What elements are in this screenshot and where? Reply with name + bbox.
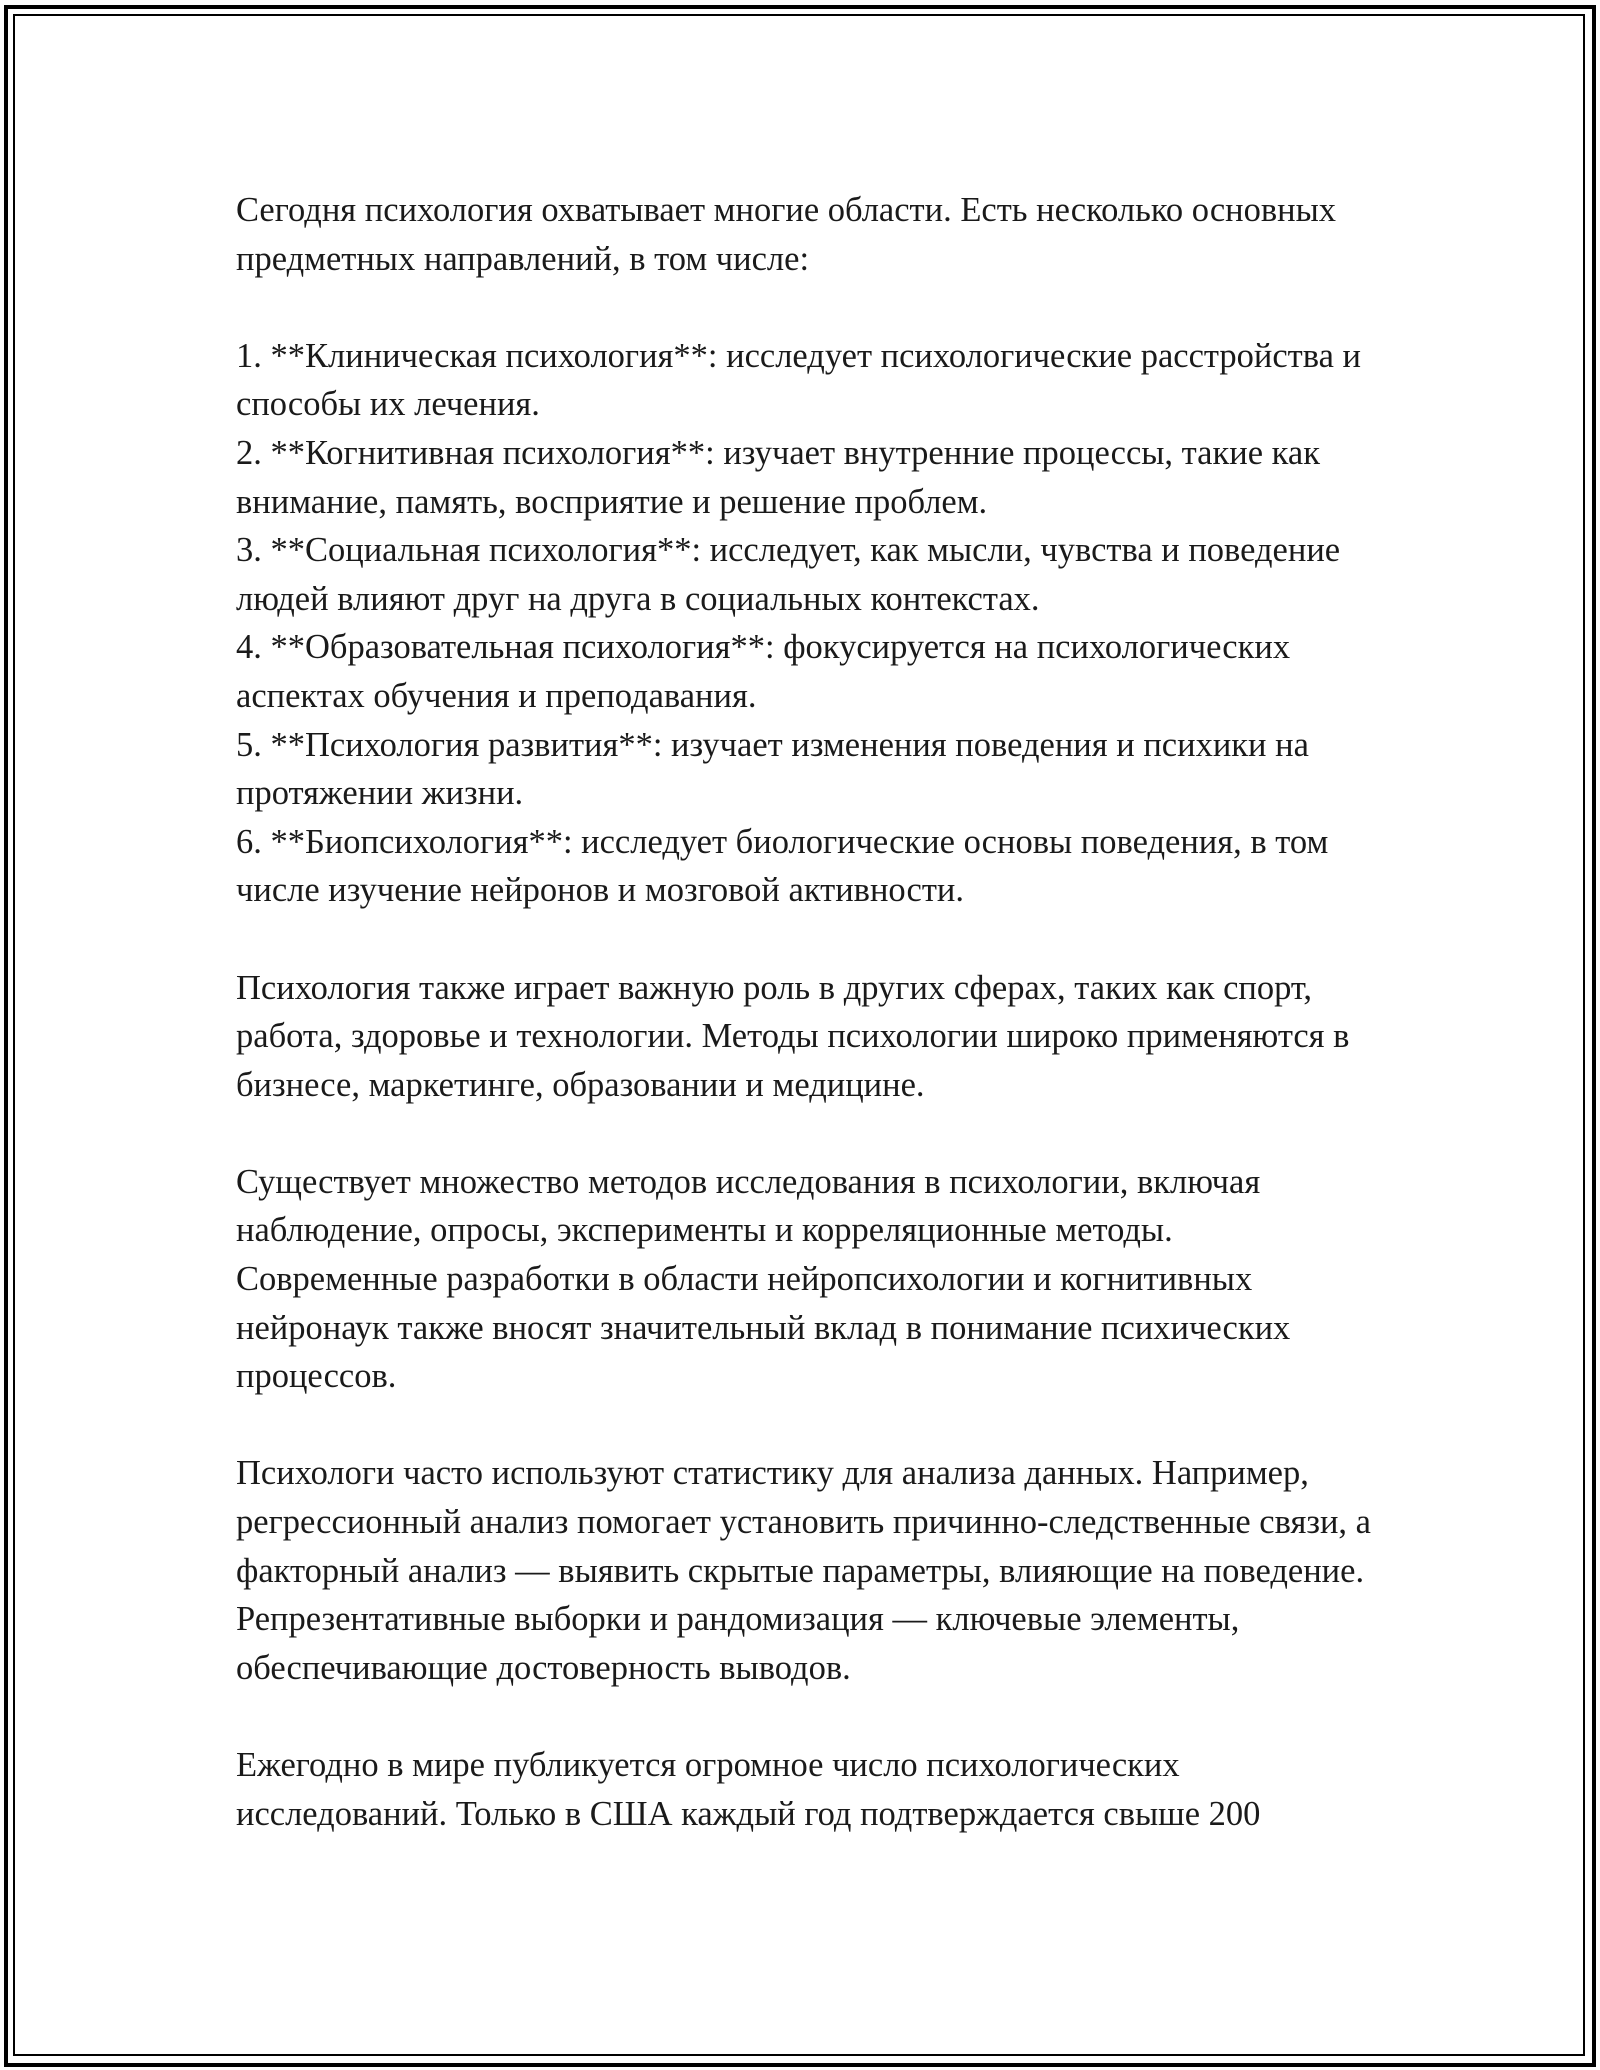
document-body <box>236 186 1372 1838</box>
list-item: 3. **Социальная психология**: исследует, как мысли, чувства и поведение людей влияют друг на друга в социальных контекстах. <box>236 531 1341 618</box>
list-item: 4. **Образовательная психология**: фокусируется на психологических аспектах обучения и преподавания. <box>236 628 1291 715</box>
paragraph-applications: Психология также играет важную роль в других сферах, таких как спорт, работа, здоровье и технологии. Методы психологии широко применяются в бизнесе, маркетинге, образовании и медицине. <box>236 968 1350 1104</box>
list-item: 2. **Когнитивная психология**: изучает внутренние процессы, такие как внимание, память, восприятие и решение проблем. <box>236 433 1320 521</box>
paragraph-methods: Существует множество методов исследования в психологии, включая наблюдение, опросы, эксперименты и корреляционные методы. Современные разработки в области нейропсихологии и когнитивных нейронаук также вносят значительный вклад в понимание психических процессов. <box>236 1162 1291 1396</box>
list-item: 1. **Клиническая психология**: исследует психологические расстройства и способы их лечения. <box>236 336 1361 424</box>
paragraph-publications: Ежегодно в мире публикуется огромное число психологических исследований. Только в США каждый год подтверждается свыше 200 <box>236 1746 1261 1833</box>
paragraph-statistics: Психологи часто используют статистику для анализа данных. Например, регрессионный анализ помогает установить причинно-следственные связи, а факторный анализ — выявить скрытые параметры, влияющие на поведение. Репрезентативные выборки и рандомизация — ключевые элементы, обеспечивающие достоверность выводов. <box>236 1454 1371 1687</box>
list-item: 6. **Биопсихология**: исследует биологические основы поведения, в том числе изучение нейронов и мозговой активности. <box>236 822 1329 910</box>
intro-paragraph: Сегодня психология охватывает многие области. Есть несколько основных предметных направлений, в том числе: <box>236 191 1337 278</box>
list-item: 5. **Психология развития**: изучает изменения поведения и психики на протяжении жизни. <box>236 725 1309 813</box>
directions-list <box>236 332 1372 915</box>
